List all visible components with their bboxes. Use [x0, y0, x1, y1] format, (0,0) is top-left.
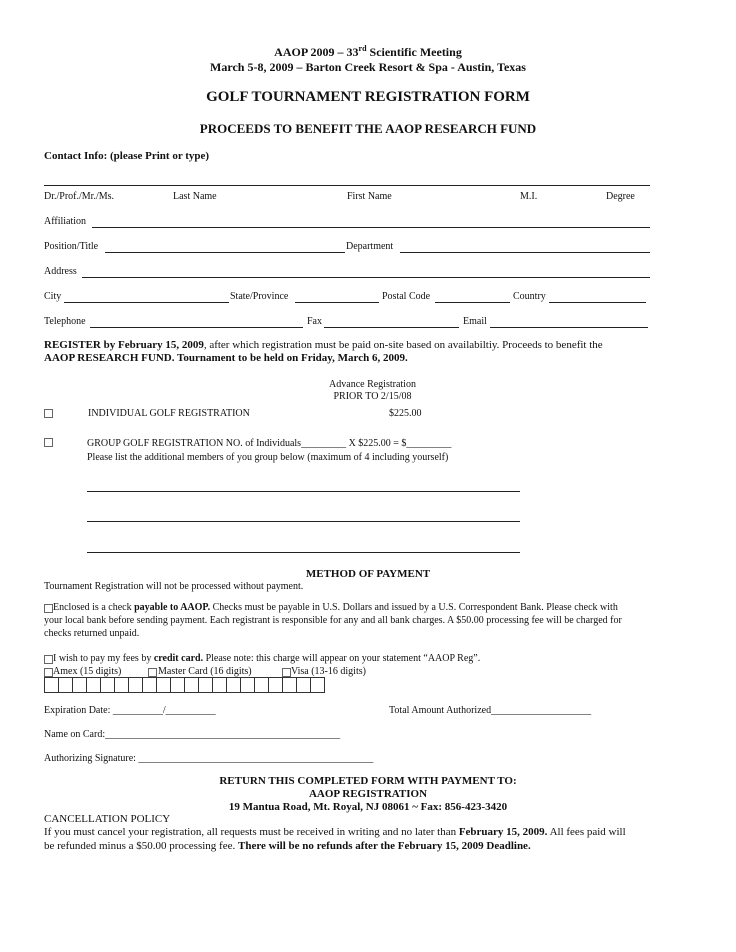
register-notice-line2: AAOP RESEARCH FUND. Tournament to be held on Friday, March 6, 2009. — [44, 352, 408, 364]
cancellation-text: If you must cancel your registration, all requests must be received in writing and no later than February 15, 2009. All fees paid will — [44, 826, 626, 838]
card-digit-box[interactable] — [198, 677, 213, 693]
address-field[interactable] — [82, 277, 650, 278]
card-digit-box[interactable] — [86, 677, 101, 693]
card-digit-box[interactable] — [296, 677, 311, 693]
name-on-card-field[interactable]: Name on Card:_______________________________________________ — [44, 729, 341, 740]
card-digit-box[interactable] — [58, 677, 73, 693]
card-digit-box[interactable] — [128, 677, 143, 693]
card-digit-box[interactable] — [212, 677, 227, 693]
total-amount-field[interactable]: Total Amount Authorized____________________ — [389, 705, 592, 716]
label-fax: Fax — [307, 316, 322, 327]
visa-label: Visa (13-16 digits) — [291, 666, 366, 677]
label-telephone: Telephone — [44, 316, 86, 327]
credit-card-checkbox[interactable] — [44, 655, 53, 664]
postal-field[interactable] — [435, 302, 510, 303]
register-notice: REGISTER by February 15, 2009, after which registration must be paid on-site based on availabiltiy. Proceeds to benefit the — [44, 339, 603, 351]
card-digit-box[interactable] — [170, 677, 185, 693]
card-digit-box[interactable] — [156, 677, 171, 693]
state-field[interactable] — [295, 302, 379, 303]
advance-registration-label: Advance Registration — [329, 379, 416, 390]
card-digit-box[interactable] — [254, 677, 269, 693]
check-text-line2: your local bank before sending payment. Each registrant is responsible for any and all bank charges. A $50.00 processing fee will be charged for — [44, 615, 622, 626]
affiliation-field[interactable] — [92, 227, 650, 228]
label-position: Position/Title — [44, 241, 99, 252]
group-registration-label: GROUP GOLF REGISTRATION NO. of Individuals_________ X $225.00 = $_________ — [87, 438, 452, 449]
fax-field[interactable] — [324, 327, 459, 328]
card-digit-box[interactable] — [310, 677, 325, 693]
cancellation-text-line2: be refunded minus a $50.00 processing fee. There will be no refunds after the February 15, 2009 Deadline. — [44, 840, 531, 852]
cancellation-heading: CANCELLATION POLICY — [44, 813, 171, 825]
telephone-field[interactable] — [90, 327, 303, 328]
payment-heading: METHOD OF PAYMENT — [305, 568, 431, 580]
payment-notice: Tournament Registration will not be processed without payment. — [44, 581, 304, 592]
position-field[interactable] — [105, 252, 345, 253]
group-member-line-1[interactable] — [87, 491, 520, 492]
form-title: GOLF TOURNAMENT REGISTRATION FORM — [206, 89, 530, 105]
meeting-dates: March 5-8, 2009 – Barton Creek Resort & Spa - Austin, Texas — [210, 60, 526, 74]
individual-registration-label: INDIVIDUAL GOLF REGISTRATION — [88, 408, 250, 419]
card-digit-box[interactable] — [72, 677, 87, 693]
card-digit-box[interactable] — [114, 677, 129, 693]
amex-label: Amex (15 digits) — [53, 666, 122, 677]
department-field[interactable] — [400, 252, 650, 253]
card-digit-box[interactable] — [240, 677, 255, 693]
form-subtitle: PROCEEDS TO BENEFIT THE AAOP RESEARCH FUND — [199, 121, 537, 136]
card-number-boxes[interactable] — [44, 677, 324, 693]
label-last-name: Last Name — [173, 191, 217, 202]
individual-checkbox[interactable] — [44, 409, 53, 418]
return-address: 19 Mantua Road, Mt. Royal, NJ 08061 ~ Fax: 856-423-3420 — [228, 801, 508, 813]
meeting-title: AAOP 2009 – 33rd Scientific Meeting — [274, 44, 462, 59]
card-digit-box[interactable] — [44, 677, 59, 693]
check-text-line3: checks returned unpaid. — [44, 628, 140, 639]
mastercard-label: Master Card (16 digits) — [158, 666, 252, 677]
group-note: Please list the additional members of you group below (maximum of 4 including yourself) — [87, 452, 449, 463]
country-field[interactable] — [549, 302, 646, 303]
card-digit-box[interactable] — [268, 677, 283, 693]
advance-registration-date: PRIOR TO 2/15/08 — [333, 391, 412, 402]
label-first-name: First Name — [347, 191, 392, 202]
group-member-line-3[interactable] — [87, 552, 520, 553]
contact-heading: Contact Info: (please Print or type) — [44, 150, 210, 162]
mastercard-checkbox[interactable] — [148, 668, 157, 677]
check-checkbox[interactable] — [44, 604, 53, 613]
label-state: State/Province — [230, 291, 289, 302]
label-email: Email — [463, 316, 487, 327]
label-mi: M.I. — [520, 191, 538, 202]
label-country: Country — [513, 291, 546, 302]
label-postal: Postal Code — [382, 291, 431, 302]
card-digit-box[interactable] — [142, 677, 157, 693]
credit-card-text: I wish to pay my fees by credit card. Please note: this charge will appear on your statement “AAOP Reg”. — [53, 653, 481, 664]
label-department: Department — [346, 241, 394, 252]
signature-field[interactable]: Authorizing Signature: _______________________________________________ — [44, 753, 374, 764]
label-affiliation: Affiliation — [44, 216, 87, 227]
name-line[interactable] — [44, 185, 650, 186]
email-field[interactable] — [490, 327, 648, 328]
label-title: Dr./Prof./Mr./Ms. — [44, 191, 115, 202]
group-member-line-2[interactable] — [87, 521, 520, 522]
card-digit-box[interactable] — [184, 677, 199, 693]
card-digit-box[interactable] — [226, 677, 241, 693]
label-degree: Degree — [606, 191, 635, 202]
label-address: Address — [44, 266, 77, 277]
return-org: AAOP REGISTRATION — [308, 788, 428, 800]
expiration-date-field[interactable]: Expiration Date: __________/__________ — [44, 705, 216, 716]
label-city: City — [44, 291, 62, 302]
city-field[interactable] — [64, 302, 229, 303]
individual-price: $225.00 — [389, 408, 422, 419]
return-heading: RETURN THIS COMPLETED FORM WITH PAYMENT TO: — [219, 775, 517, 787]
check-text: Enclosed is a check payable to AAOP. Checks must be payable in U.S. Dollars and issued by a U.S. Correspondent Bank. Please check with — [53, 602, 618, 613]
amex-checkbox[interactable] — [44, 668, 53, 677]
visa-checkbox[interactable] — [282, 668, 291, 677]
card-digit-box[interactable] — [100, 677, 115, 693]
group-checkbox[interactable] — [44, 438, 53, 447]
card-digit-box[interactable] — [282, 677, 297, 693]
